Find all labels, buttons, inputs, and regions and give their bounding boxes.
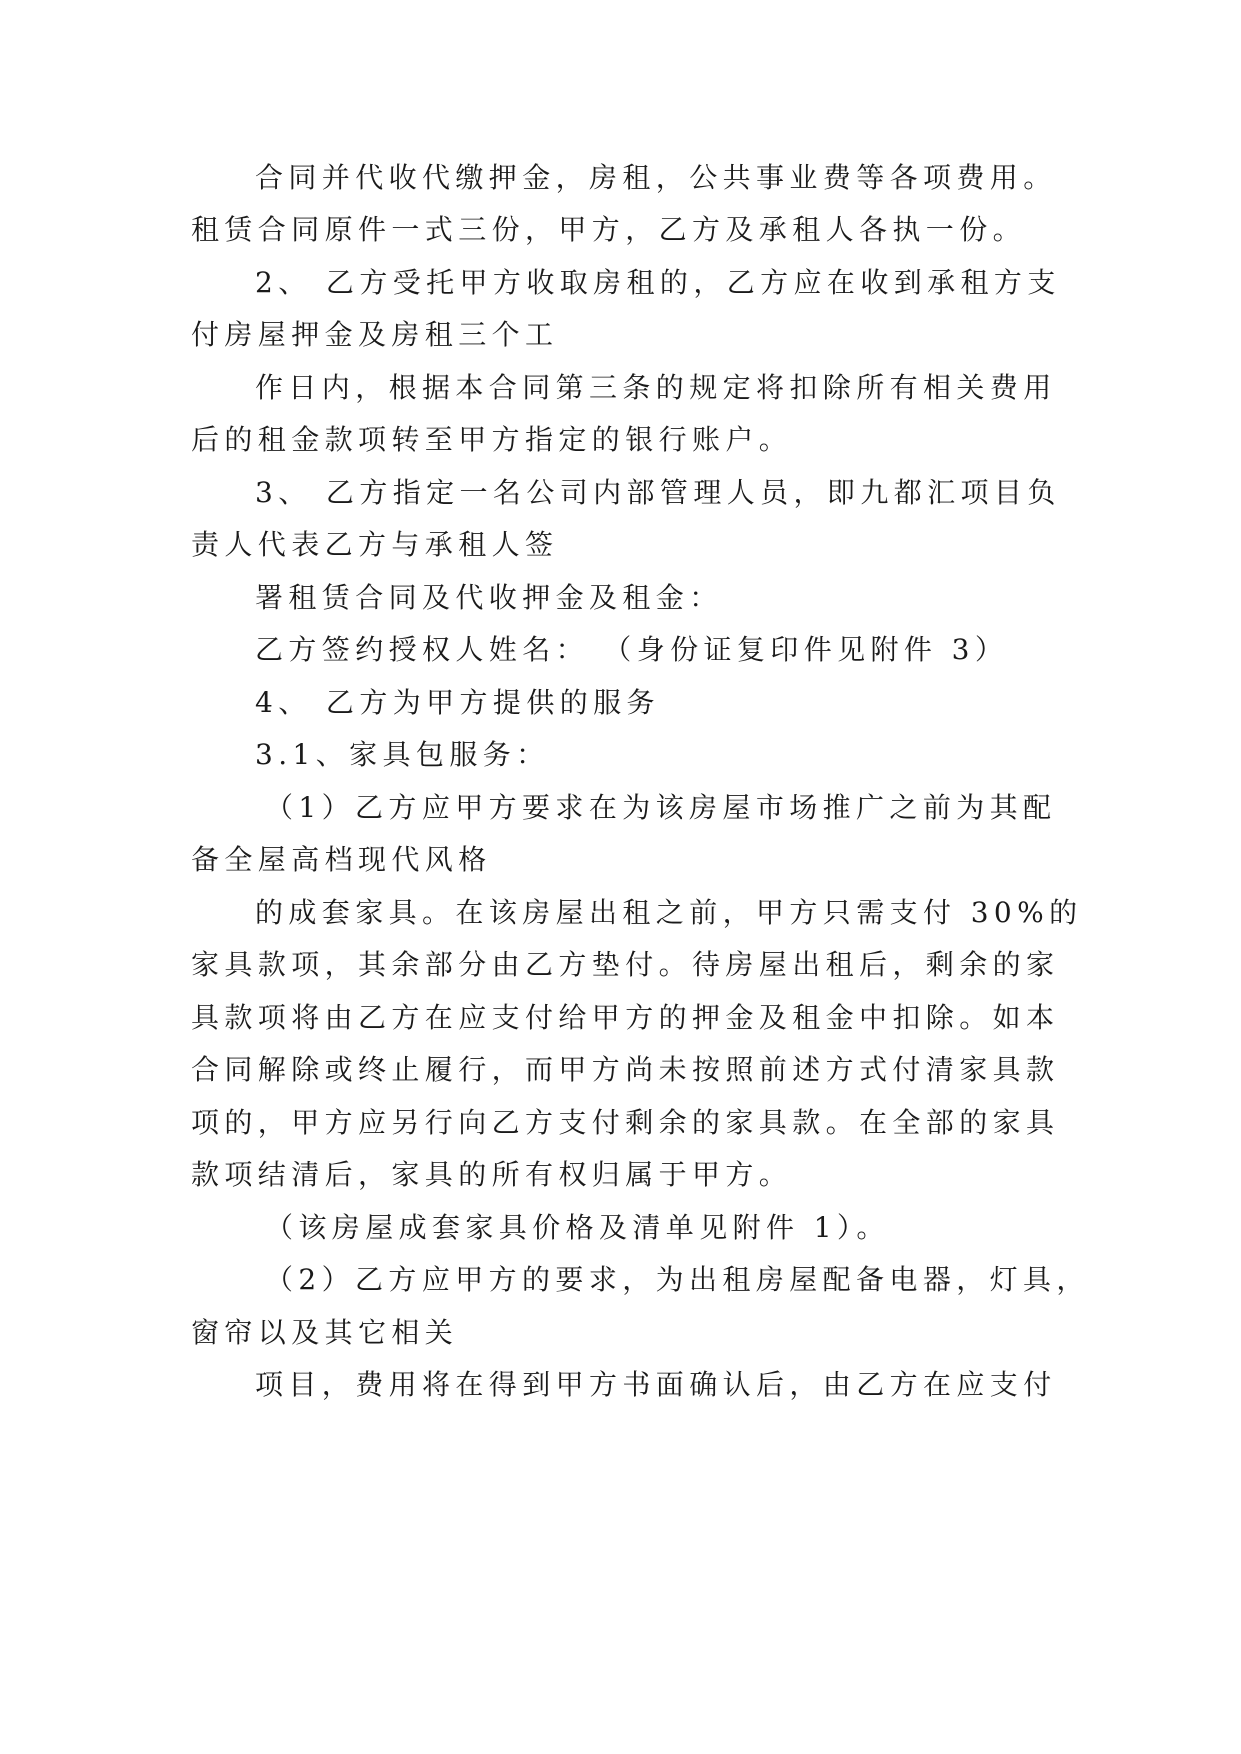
text-line: 租赁合同原件一式三份，甲方，乙方及承租人各执一份。 (191, 213, 1027, 246)
text-line: 3.1、家具包服务： (255, 738, 550, 771)
text-line: 合同并代收代缴押金，房租，公共事业费等各项费用。 (255, 161, 1057, 194)
text-line: 乙方签约授权人姓名： （身份证复印件见附件 3） (255, 633, 1009, 666)
text-line: 合同解除或终止履行，而甲方尚未按照前述方式付清家具款 (191, 1053, 1060, 1086)
text-line: （该房屋成套家具价格及清单见附件 1）。 (265, 1211, 890, 1244)
text-line: 的成套家具。在该房屋出租之前，甲方只需支付 30%的 (255, 896, 1083, 929)
text-line: 具款项将由乙方在应支付给甲方的押金及租金中扣除。如本 (191, 1001, 1060, 1034)
text-line: （1）乙方应甲方要求在为该房屋市场推广之前为其配 (265, 791, 1057, 824)
text-line: （2）乙方应甲方的要求，为出租房屋配备电器，灯具， (265, 1263, 1090, 1296)
text-line: 款项结清后，家具的所有权归属于甲方。 (191, 1158, 793, 1191)
text-line: 责人代表乙方与承租人签 (191, 528, 559, 561)
text-line: 3、 乙方指定一名公司内部管理人员，即九都汇项目负 (255, 476, 1061, 509)
text-line: 付房屋押金及房租三个工 (191, 318, 559, 351)
text-line: 家具款项，其余部分由乙方垫付。待房屋出租后，剩余的家 (191, 948, 1060, 981)
text-line: 署租赁合同及代收押金及租金： (255, 581, 723, 614)
text-line: 项目，费用将在得到甲方书面确认后，由乙方在应支付 (255, 1368, 1057, 1401)
text-line: 后的租金款项转至甲方指定的银行账户。 (191, 423, 793, 456)
text-line: 4、 乙方为甲方提供的服务 (255, 686, 660, 719)
text-line: 窗帘以及其它相关 (191, 1316, 459, 1349)
text-line: 2、 乙方受托甲方收取房租的，乙方应在收到承租方支 (255, 266, 1061, 299)
text-line: 备全屋高档现代风格 (191, 843, 492, 876)
text-line: 项的，甲方应另行向乙方支付剩余的家具款。在全部的家具 (191, 1106, 1060, 1139)
text-line: 作日内，根据本合同第三条的规定将扣除所有相关费用 (255, 371, 1057, 404)
